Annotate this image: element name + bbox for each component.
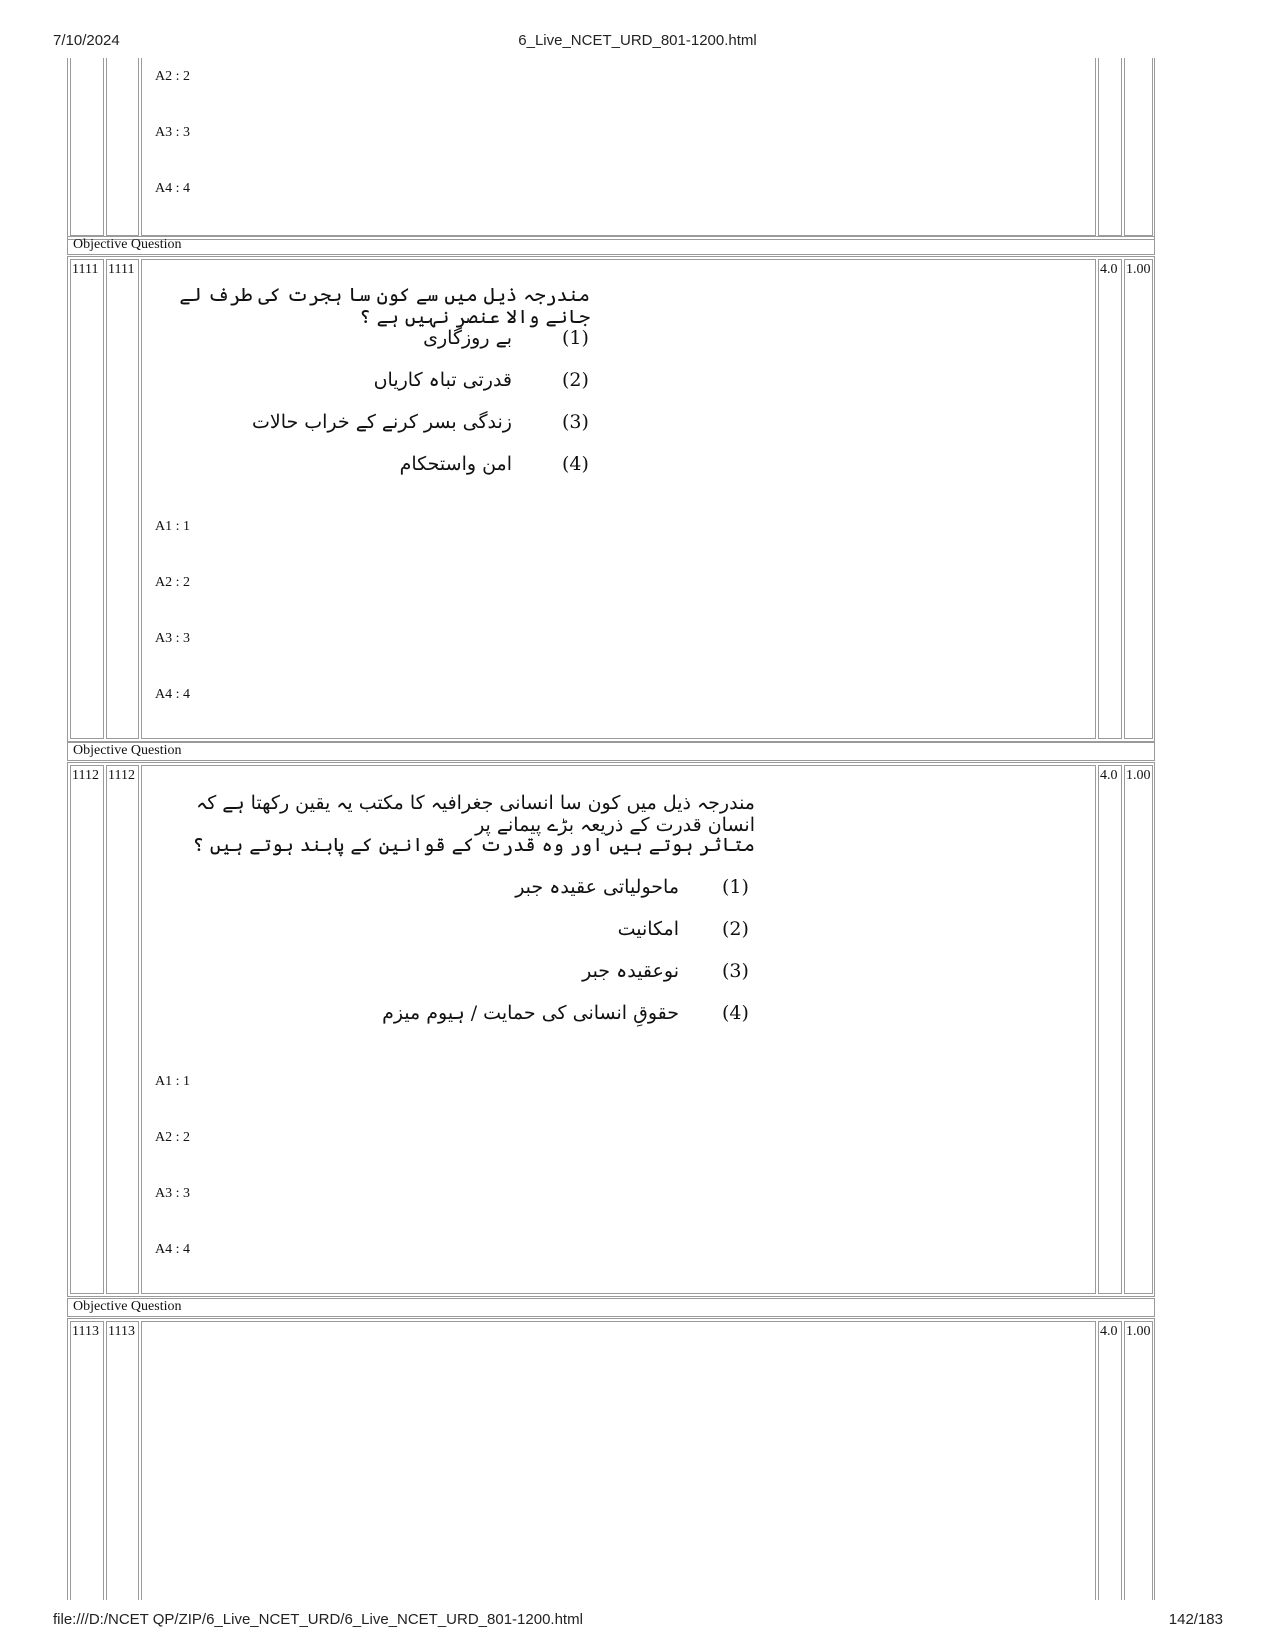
- option-number: (4): [562, 453, 589, 475]
- question-id: 1112: [108, 768, 135, 783]
- top-body-cell: [141, 58, 1096, 236]
- negative-marks-cell: [1124, 1321, 1153, 1600]
- answer-option: A2 : 2: [155, 575, 190, 590]
- answer-option: A2 : 2: [155, 1130, 190, 1145]
- option-text: ماحولیاتی عقیدہ جبر: [515, 876, 679, 898]
- option-text: امن واستحکام: [399, 453, 512, 475]
- section-label-row: [67, 1298, 1155, 1317]
- option-1: [440, 876, 755, 902]
- answer-option: A4 : 4: [155, 181, 190, 196]
- question-stem-line-2: متاثر ہوتے ہیں اور وہ قدرت کے قوانین کے پابند ہوتے ہیں ؟: [192, 834, 755, 856]
- serial-number: 1112: [72, 768, 99, 783]
- section-label: Objective Question: [73, 743, 182, 758]
- option-number: (2): [562, 369, 589, 391]
- option-text: حقوقِ انسانی کی حمایت / ہیوم میزم: [382, 1002, 679, 1024]
- top-neg-cell: [1124, 58, 1153, 236]
- print-title: 6_Live_NCET_URD_801-1200.html: [518, 32, 757, 49]
- answer-option: A4 : 4: [155, 1242, 190, 1257]
- sno-cell: [70, 765, 104, 1294]
- top-sno-cell: [70, 58, 104, 236]
- marks: 4.0: [1100, 768, 1118, 783]
- question-id: 1111: [108, 262, 135, 277]
- option-2: [300, 369, 590, 395]
- answer-option: A3 : 3: [155, 1186, 190, 1201]
- marks: 4.0: [1100, 262, 1118, 277]
- qid-cell: [106, 765, 139, 1294]
- answer-option: A3 : 3: [155, 125, 190, 140]
- option-text: بے روزگاری: [423, 327, 512, 349]
- qid-cell: [106, 259, 139, 739]
- section-label-row: [67, 742, 1155, 761]
- answer-option: A3 : 3: [155, 631, 190, 646]
- question-stem-line-1: مندرجہ ذیل میں کون سا انسانی جغرافیہ کا مکتب یہ یقین رکھتا ہے کہ انسان قدرت کے ذریعہ بڑے پیمانے پر: [196, 792, 755, 836]
- question-stem: مندرجہ ذیل میں سے کون سا ہجرت کی طرف لے جانے والا عنصر نہیں ہے ؟: [179, 284, 590, 328]
- section-label: Objective Question: [73, 1299, 182, 1314]
- page-number: 142/183: [1168, 1611, 1223, 1628]
- marks-cell: [1098, 1321, 1122, 1600]
- sno-cell: [70, 259, 104, 739]
- option-text: نوعقیدہ جبر: [582, 960, 679, 982]
- serial-number: 1113: [72, 1324, 99, 1339]
- top-qid-cell: [106, 58, 139, 236]
- option-text: امکانیت: [617, 918, 679, 940]
- question-id: 1113: [108, 1324, 135, 1339]
- option-number: (2): [722, 918, 749, 940]
- sno-cell: [70, 1321, 104, 1600]
- negative-marks-cell: [1124, 259, 1153, 739]
- print-date: 7/10/2024: [53, 32, 120, 49]
- top-marks-cell: [1098, 58, 1122, 236]
- option-number: (3): [722, 960, 749, 982]
- question-body-cell: [141, 1321, 1096, 1600]
- section-label-row: [67, 236, 1155, 255]
- section-label: Objective Question: [73, 237, 182, 252]
- negative-marks-cell: [1124, 765, 1153, 1294]
- marks-cell: [1098, 765, 1122, 1294]
- answer-option: A1 : 1: [155, 1074, 190, 1089]
- answer-option: A4 : 4: [155, 687, 190, 702]
- option-number: (1): [562, 327, 589, 349]
- option-number: (3): [562, 411, 589, 433]
- option-text: زندگی بسر کرنے کے خراب حالات: [251, 411, 512, 433]
- qid-cell: [106, 1321, 139, 1600]
- option-4: [300, 453, 590, 479]
- negative-marks: 1.00: [1126, 768, 1151, 783]
- question-body-cell: [141, 259, 1096, 739]
- option-4: [382, 1002, 755, 1028]
- file-path: file:///D:/NCET QP/ZIP/6_Live_NCET_URD/6_Live_NCET_URD_801-1200.html: [53, 1611, 583, 1628]
- option-number: (1): [722, 876, 749, 898]
- option-3: [440, 960, 755, 986]
- option-2: [440, 918, 755, 944]
- option-3: [251, 411, 590, 437]
- marks: 4.0: [1100, 1324, 1118, 1339]
- option-number: (4): [722, 1002, 749, 1024]
- negative-marks: 1.00: [1126, 262, 1151, 277]
- serial-number: 1111: [72, 262, 99, 277]
- option-text: قدرتی تباہ کاریاں: [373, 369, 512, 391]
- negative-marks: 1.00: [1126, 1324, 1151, 1339]
- option-1: [300, 327, 590, 353]
- answer-option: A1 : 1: [155, 519, 190, 534]
- answer-option: A2 : 2: [155, 69, 190, 84]
- marks-cell: [1098, 259, 1122, 739]
